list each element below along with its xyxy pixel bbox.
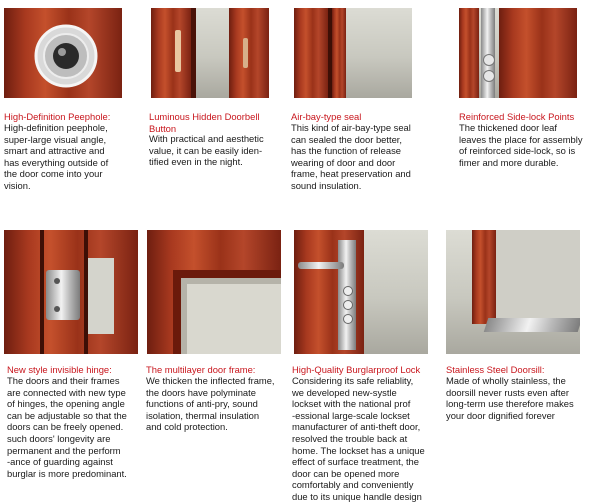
feature-description: High-definition peephole, super-large visual angle, smart and attractive and has everything outside of the door come into your vision. bbox=[4, 122, 109, 191]
feature-description: With practical and aesthetic value, it can be easily iden- tified even in the night. bbox=[149, 133, 264, 168]
lock-bolt-icon bbox=[343, 300, 353, 310]
door-frame-photo bbox=[147, 230, 281, 354]
feature-title: Air-bay-type seal bbox=[291, 111, 362, 122]
side-lock-photo bbox=[459, 8, 577, 98]
burglarproof-lock-photo bbox=[294, 230, 428, 354]
feature-description: We thicken the inflected frame, the doors have polyminate functions of anti-pry, sound isolation, thermal insulation and cold protection. bbox=[146, 375, 275, 433]
screw-icon bbox=[54, 278, 60, 284]
peephole-icon bbox=[4, 8, 122, 98]
feature-description: The thickened door leaf leaves the place for assembly of reinforced side-lock, so is fimer and more durable. bbox=[459, 122, 583, 168]
hinge-icon bbox=[46, 270, 80, 320]
lock-bolt-icon bbox=[343, 314, 353, 324]
feature-title: Luminous Hidden Doorbell Button bbox=[149, 111, 260, 134]
peephole-photo bbox=[4, 8, 122, 98]
lock-bolt-icon bbox=[483, 54, 495, 66]
feature-title: New style invisible hinge: bbox=[7, 364, 112, 375]
lock-handle-icon bbox=[298, 262, 344, 269]
feature-description: Considering its safe reliablity, we developed new-systle lockset with the national prof -essional large-scale lockset manufacturer of anti-theft door, resolved the trouble back at home. The lockset has a unique effect of surface treatment, the door can be opened more comfortably and conveniently due to its unique handle design bbox=[292, 375, 425, 502]
feature-title: High-Definition Peephole: bbox=[4, 111, 111, 122]
feature-description: This kind of air-bay-type seal can sealed the door better, has the function of release wearing of door and door frame, heat preservation and sound insulation. bbox=[291, 122, 411, 191]
feature-title: High-Quality Burglarproof Lock bbox=[292, 364, 421, 375]
hinge-photo bbox=[4, 230, 138, 354]
doorbell-photo bbox=[151, 8, 269, 98]
feature-title: The multilayer door frame: bbox=[146, 364, 256, 375]
feature-description: The doors and their frames are connected with new type of hinges, the opening angle can be adjustable so that the doors can be freely opened. such doors' longevity are permanent and the perform -ance of guarding against burglar is more predominant. bbox=[7, 375, 127, 479]
lock-bolt-icon bbox=[343, 286, 353, 296]
air-seal-photo bbox=[294, 8, 412, 98]
doorbell-button-icon bbox=[175, 30, 181, 72]
feature-title: Reinforced Side-lock Points bbox=[459, 111, 575, 122]
lock-bolt-icon bbox=[483, 70, 495, 82]
feature-title: Stainless Steel Doorsill: bbox=[446, 364, 545, 375]
doorsill-icon bbox=[484, 318, 580, 332]
doorbell-button-icon bbox=[243, 38, 248, 68]
doorsill-photo bbox=[446, 230, 580, 354]
screw-icon bbox=[54, 306, 60, 312]
feature-description: Made of wholly stainless, the doorsill never rusts even after long-term use therefore makes your door dignified forever bbox=[446, 375, 574, 421]
